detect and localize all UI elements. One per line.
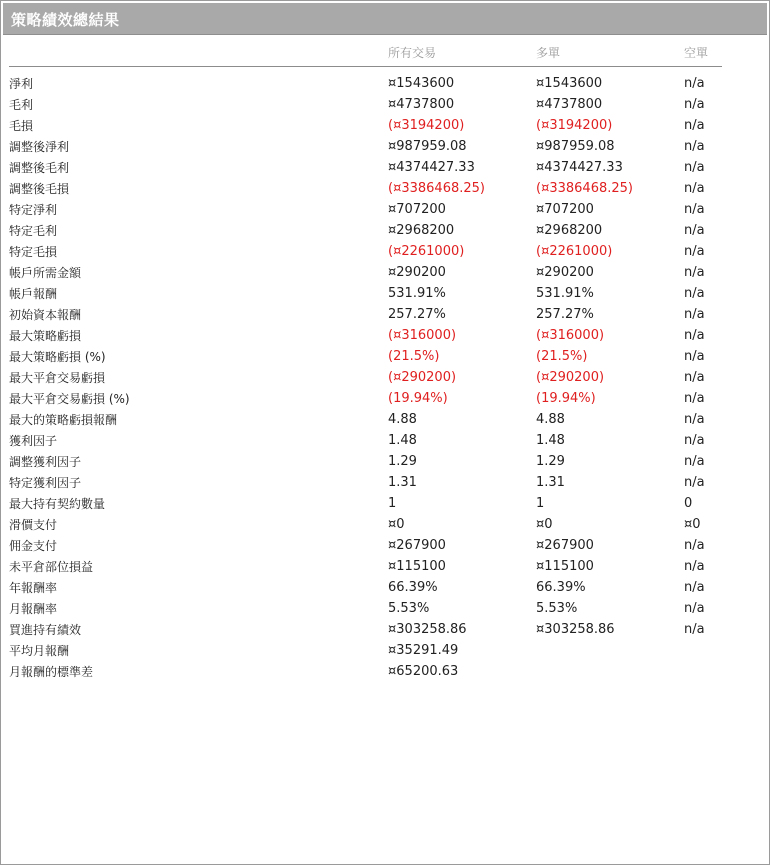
column-header-short: 空單	[684, 46, 709, 60]
stats-table	[9, 73, 744, 682]
row-label: 滑價支付	[9, 518, 58, 532]
value-short: n/a	[684, 202, 705, 217]
value-all-trades: 4.88	[388, 412, 417, 427]
table-row	[9, 304, 744, 325]
value-short: n/a	[684, 580, 705, 595]
value-short: 0	[684, 496, 693, 511]
value-short: n/a	[684, 559, 705, 574]
row-label: 獲利因子	[9, 434, 58, 448]
row-label: 平均月報酬	[9, 644, 70, 658]
row-label: 調整後毛利	[9, 161, 70, 175]
table-row	[9, 367, 744, 388]
value-all-trades: ¤303258.86	[388, 622, 467, 637]
panel-title: 策略績效總結果	[11, 11, 120, 29]
value-all-trades: ¤0	[388, 517, 405, 532]
value-all-trades: ¤2968200	[388, 223, 455, 238]
value-short: n/a	[684, 370, 705, 385]
value-short: n/a	[684, 433, 705, 448]
table-row	[9, 472, 744, 493]
table-row	[9, 157, 744, 178]
value-short: n/a	[684, 286, 705, 301]
value-long: 531.91%	[536, 286, 594, 301]
value-all-trades: ¤115100	[388, 559, 446, 574]
table-row	[9, 430, 744, 451]
table-row	[9, 598, 744, 619]
row-label: 調整後毛損	[9, 182, 70, 196]
row-label: 最大持有契約數量	[9, 497, 106, 511]
value-all-trades: (¤316000)	[388, 328, 457, 343]
column-header-all-trades: 所有交易	[388, 46, 437, 60]
value-long: (19.94%)	[536, 391, 596, 406]
value-all-trades: ¤290200	[388, 265, 446, 280]
table-row	[9, 535, 744, 556]
value-long: (21.5%)	[536, 349, 588, 364]
value-short: n/a	[684, 601, 705, 616]
table-row	[9, 388, 744, 409]
value-short: n/a	[684, 118, 705, 133]
value-all-trades: (21.5%)	[388, 349, 440, 364]
row-label: 特定淨利	[9, 203, 58, 217]
table-row	[9, 136, 744, 157]
value-all-trades: (¤290200)	[388, 370, 457, 385]
table-row	[9, 514, 744, 535]
value-all-trades: ¤987959.08	[388, 139, 467, 154]
value-long: 1	[536, 496, 545, 511]
value-all-trades: ¤4374427.33	[388, 160, 475, 175]
value-long: ¤303258.86	[536, 622, 615, 637]
table-row	[9, 94, 744, 115]
value-long: ¤115100	[536, 559, 594, 574]
value-long: 1.31	[536, 475, 565, 490]
value-short: n/a	[684, 181, 705, 196]
value-long: ¤2968200	[536, 223, 603, 238]
row-label: 初始資本報酬	[9, 308, 82, 322]
table-row	[9, 493, 744, 514]
value-short: n/a	[684, 244, 705, 259]
table-row	[9, 262, 744, 283]
value-long: ¤1543600	[536, 76, 603, 91]
value-short: n/a	[684, 160, 705, 175]
value-all-trades: (19.94%)	[388, 391, 448, 406]
value-all-trades: ¤1543600	[388, 76, 455, 91]
value-all-trades: ¤4737800	[388, 97, 455, 112]
value-short: n/a	[684, 622, 705, 637]
value-short: n/a	[684, 97, 705, 112]
value-long: (¤3386468.25)	[536, 181, 633, 196]
row-label: 佣金支付	[9, 539, 58, 553]
value-all-trades: ¤65200.63	[388, 664, 459, 679]
value-all-trades: ¤35291.49	[388, 643, 459, 658]
value-long: ¤707200	[536, 202, 594, 217]
value-short: n/a	[684, 328, 705, 343]
table-row	[9, 199, 744, 220]
value-short: n/a	[684, 454, 705, 469]
column-header-long: 多單	[536, 46, 561, 60]
row-label: 毛利	[9, 98, 34, 112]
value-long: 257.27%	[536, 307, 594, 322]
value-all-trades: 1.31	[388, 475, 417, 490]
table-row	[9, 178, 744, 199]
table-row	[9, 241, 744, 262]
row-label: 最大策略虧損 (%)	[9, 350, 106, 364]
panel-header	[3, 3, 767, 35]
table-row	[9, 409, 744, 430]
row-label: 最大平倉交易虧損 (%)	[9, 392, 130, 406]
value-short: ¤0	[684, 517, 701, 532]
value-long: ¤267900	[536, 538, 594, 553]
value-short: n/a	[684, 475, 705, 490]
value-long: ¤987959.08	[536, 139, 615, 154]
row-label: 最大策略虧損	[9, 329, 82, 343]
value-all-trades: (¤3194200)	[388, 118, 465, 133]
value-long: ¤0	[536, 517, 553, 532]
value-long: (¤290200)	[536, 370, 605, 385]
table-row	[9, 640, 744, 661]
value-short	[684, 661, 744, 682]
value-short: n/a	[684, 76, 705, 91]
value-long: (¤3194200)	[536, 118, 613, 133]
row-label: 未平倉部位損益	[9, 560, 94, 574]
value-all-trades: 66.39%	[388, 580, 438, 595]
table-row	[9, 325, 744, 346]
table-row	[9, 346, 744, 367]
row-label: 月報酬的標準差	[9, 665, 94, 679]
value-all-trades: 257.27%	[388, 307, 446, 322]
value-all-trades: 1.48	[388, 433, 417, 448]
table-row	[9, 451, 744, 472]
value-all-trades: 531.91%	[388, 286, 446, 301]
row-label: 特定毛損	[9, 245, 58, 259]
value-all-trades: (¤3386468.25)	[388, 181, 485, 196]
row-label: 毛損	[9, 119, 34, 133]
table-row	[9, 577, 744, 598]
value-long: 5.53%	[536, 601, 578, 616]
value-short: n/a	[684, 349, 705, 364]
row-label: 特定毛利	[9, 224, 58, 238]
value-long: ¤4737800	[536, 97, 603, 112]
value-all-trades: ¤267900	[388, 538, 446, 553]
row-label: 最大平倉交易虧損	[9, 371, 106, 385]
table-row	[9, 115, 744, 136]
row-label: 年報酬率	[9, 581, 58, 595]
value-all-trades: 1	[388, 496, 397, 511]
row-label: 買進持有績效	[9, 623, 82, 637]
row-label: 帳戶報酬	[9, 287, 58, 301]
value-long	[536, 661, 684, 682]
value-long: ¤4374427.33	[536, 160, 623, 175]
table-row	[9, 73, 744, 94]
value-short: n/a	[684, 538, 705, 553]
row-label: 調整後淨利	[9, 140, 70, 154]
value-short	[684, 640, 744, 661]
value-long	[536, 640, 684, 661]
row-label: 特定獲利因子	[9, 476, 82, 490]
row-label: 淨利	[9, 77, 34, 91]
value-all-trades: 1.29	[388, 454, 417, 469]
value-long: (¤2261000)	[536, 244, 613, 259]
table-row	[9, 661, 744, 682]
value-short: n/a	[684, 412, 705, 427]
value-all-trades: (¤2261000)	[388, 244, 465, 259]
value-long: ¤290200	[536, 265, 594, 280]
value-long: 66.39%	[536, 580, 586, 595]
table-row	[9, 619, 744, 640]
row-label: 月報酬率	[9, 602, 58, 616]
value-short: n/a	[684, 391, 705, 406]
value-short: n/a	[684, 307, 705, 322]
table-row	[9, 220, 744, 241]
row-label: 帳戶所需金額	[9, 266, 82, 280]
value-long: 4.88	[536, 412, 565, 427]
value-short: n/a	[684, 265, 705, 280]
value-all-trades: ¤707200	[388, 202, 446, 217]
table-row	[9, 556, 744, 577]
header-divider	[9, 66, 722, 67]
row-label: 最大的策略虧損報酬	[9, 413, 118, 427]
row-label: 調整獲利因子	[9, 455, 82, 469]
value-long: 1.29	[536, 454, 565, 469]
table-row	[9, 283, 744, 304]
value-short: n/a	[684, 223, 705, 238]
value-long: 1.48	[536, 433, 565, 448]
value-all-trades: 5.53%	[388, 601, 430, 616]
value-short: n/a	[684, 139, 705, 154]
value-long: (¤316000)	[536, 328, 605, 343]
